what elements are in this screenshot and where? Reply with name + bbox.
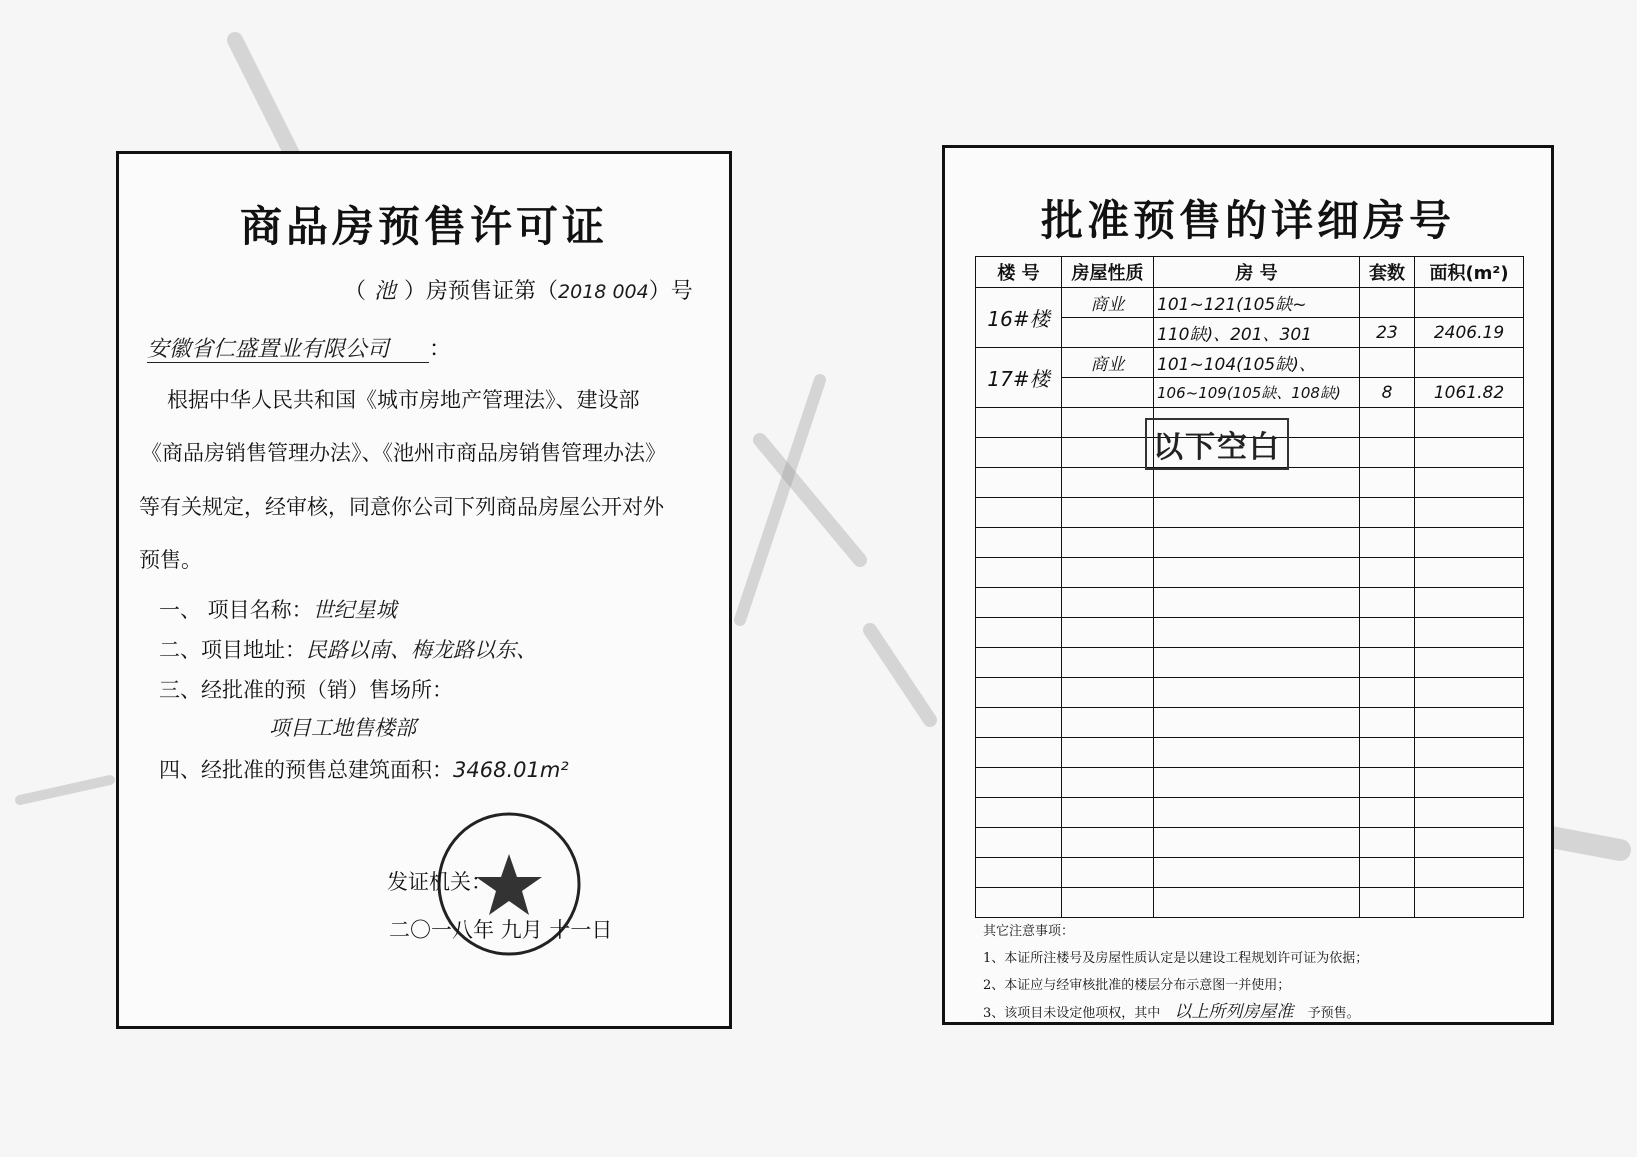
table-row bbox=[976, 888, 1524, 918]
row1-room-a: 101~121(105缺~ bbox=[1154, 288, 1360, 318]
permit-title: 商品房预售许可证 bbox=[239, 202, 608, 251]
room-list-panel bbox=[942, 145, 1554, 1025]
row2-area: 1061.82 bbox=[1415, 378, 1524, 408]
note-3: 3、该项目未设定他项权，其中 以上所列房屋准 予预售。 bbox=[983, 1002, 1360, 1022]
issuer-label: 发证机关： bbox=[387, 870, 492, 894]
cert-number: 2018 004 bbox=[558, 281, 649, 303]
company-line: 安徽省仁盛置业有限公司 ： bbox=[147, 337, 452, 362]
table-row bbox=[976, 528, 1524, 558]
body-line-1: 根据中华人民共和国《城市房地产管理法》、建设部 bbox=[167, 388, 640, 412]
table-row bbox=[976, 468, 1524, 498]
blank-below-stamp: 以下空白 bbox=[1145, 418, 1289, 470]
table-row bbox=[976, 858, 1524, 888]
row2-room-b: 106~109(105缺、108缺) bbox=[1154, 378, 1360, 408]
header-area: 面积(m²) bbox=[1415, 257, 1524, 288]
row1-area: 2406.19 bbox=[1415, 318, 1524, 348]
note-1: 1、本证所注楼号及房屋性质认定是以建设工程规划许可证为依据； bbox=[983, 951, 1369, 966]
company-name: 安徽省仁盛置业有限公司 bbox=[147, 337, 429, 363]
table-row bbox=[976, 588, 1524, 618]
table-row bbox=[976, 558, 1524, 588]
body-line-3: 等有关规定，经审核，同意你公司下列商品房屋公开对外 bbox=[139, 495, 664, 519]
table-row bbox=[976, 768, 1524, 798]
notes-block bbox=[983, 918, 1368, 1027]
table-row bbox=[976, 828, 1524, 858]
note-3-handwritten: 以上所列房屋准 bbox=[1174, 1002, 1294, 1022]
presale-permit-panel bbox=[116, 151, 732, 1029]
table-row bbox=[976, 738, 1524, 768]
table-row bbox=[976, 288, 1524, 318]
table-row bbox=[976, 348, 1524, 378]
item-total-area: 四、经批准的预售总建筑面积：3468.01m² bbox=[159, 758, 569, 782]
total-area-value: 3468.01m² bbox=[453, 758, 569, 782]
cert-number-line: （ 池 ）房预售证第（2018 004）号 bbox=[344, 279, 693, 304]
table-row bbox=[976, 678, 1524, 708]
table-row bbox=[976, 648, 1524, 678]
table-row bbox=[976, 798, 1524, 828]
room-list-title: 批准预售的详细房号 bbox=[1040, 196, 1455, 245]
row2-count: 8 bbox=[1360, 378, 1415, 408]
notes-title: 其它注意事项： bbox=[983, 924, 1075, 939]
cert-place: 池 bbox=[374, 279, 397, 304]
item-project-address: 二、项目地址：民路以南、梅龙路以东、 bbox=[159, 638, 537, 662]
body-line-2: 《商品房销售管理办法》、《池州市商品房销售管理办法》 bbox=[141, 441, 666, 465]
row1-room-b: 110缺)、201、301 bbox=[1154, 318, 1360, 348]
project-address-value: 民路以南、梅龙路以东、 bbox=[306, 638, 537, 662]
item-project-name: 一、 项目名称：世纪星城 bbox=[159, 598, 397, 622]
table-row bbox=[976, 708, 1524, 738]
issue-date: 二〇一八年 九月 十一日 bbox=[389, 918, 613, 942]
table-row bbox=[976, 618, 1524, 648]
sales-place-value: 项目工地售楼部 bbox=[269, 716, 416, 740]
row2-building: 17#楼 bbox=[976, 348, 1062, 408]
row1-building: 16#楼 bbox=[976, 288, 1062, 348]
item-sales-place: 三、经批准的预（销）售场所： bbox=[159, 678, 453, 702]
header-building: 楼 号 bbox=[976, 257, 1062, 288]
row2-room-a: 101~104(105缺)、 bbox=[1154, 348, 1360, 378]
header-nature: 房屋性质 bbox=[1062, 257, 1154, 288]
table-header-row bbox=[976, 257, 1524, 288]
row1-nature: 商业 bbox=[1062, 288, 1154, 318]
row1-count: 23 bbox=[1360, 318, 1415, 348]
row2-nature: 商业 bbox=[1062, 348, 1154, 378]
body-line-4: 预售。 bbox=[139, 548, 202, 572]
header-room: 房 号 bbox=[1154, 257, 1360, 288]
table-row bbox=[976, 498, 1524, 528]
project-name-value: 世纪星城 bbox=[312, 598, 397, 622]
header-count: 套数 bbox=[1360, 257, 1415, 288]
note-2: 2、本证应与经审核批准的楼层分布示意图一并使用； bbox=[983, 978, 1291, 993]
room-table bbox=[975, 256, 1524, 918]
